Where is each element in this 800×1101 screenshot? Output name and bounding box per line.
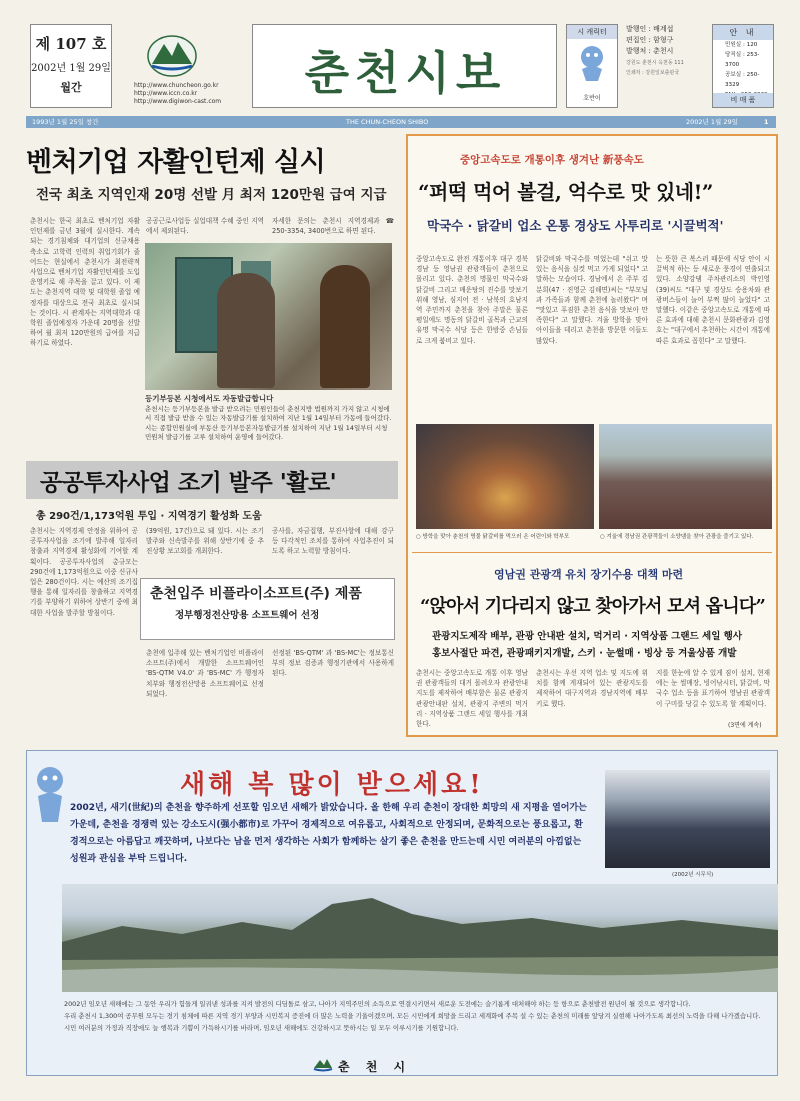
feature-body-col1: 중앙고속도로 완전 개통이후 대구 경북 경남 등 영남권 관광객들이 춘천으로 몰리고 있다. 춘천의 명물인 막국수와 닭갈비 그리고 매운탕의 진수를 맛보기 위해 영남, 심지어 전 · 남북의 호남지역 주민까지 춘천을 찾아 주말은 물론 평일에도 명동의 닭갈비 골목과 근교의 유명 막국수 식당 등은 한밤중 손님들로 크게 붐비고 있다.	[416, 255, 528, 345]
editor-line: 편집인 : 함형구	[626, 36, 674, 44]
tourists-photo	[599, 424, 772, 529]
article2-body-col3: 공사를, 자금집행, 부진사항에 대해 강구 등 다각적인 조치를 통하여 사업추진이 되도록 하고 노력할 방침이다.	[272, 527, 394, 556]
url-line[interactable]: http://www.iccn.co.kr	[134, 90, 198, 97]
mascot-box	[566, 24, 618, 108]
masthead-title-box	[252, 24, 557, 108]
feature2-subhead-line: 홍보사절단 파견, 관광패키지개발, 스키 · 눈썰매 · 빙상 등 겨울상품 개발	[432, 648, 737, 659]
url-line[interactable]: http://www.chuncheon.go.kr	[134, 82, 219, 89]
feature-divider	[412, 552, 772, 553]
guide-line: 당직실 : 253-3700	[725, 52, 760, 68]
strip-date: 2002년 1월 29일	[686, 118, 738, 126]
article1-body-col2: 공공근로사업등 실업대책 수혜 중인 지역에서 제외된다.	[146, 217, 264, 236]
greeting-note: 시민 여러분의 가정과 직장에도 늘 행복과 기쁨이 가득하시기를 바라며, 임오년 새해에도 건강하시고 뜻하시는 일 모두 이루시기를 기원합니다.	[64, 1024, 459, 1032]
publisher-org-line: 발행처 : 춘천시	[626, 47, 674, 55]
greeting-notes	[64, 998, 770, 1034]
mascot-icon	[34, 760, 66, 830]
url-line[interactable]: http://www.digiwon-cast.com	[134, 98, 222, 105]
article2-body-col2: (39억원, 17건)으로 돼 있다. 시는 조기발주와 신속발주를 위해 상반기에 중 추진상황 보고회를 개최한다.	[146, 527, 264, 556]
tourists-photo-caption: ○ 겨울에 경남권 관광객들이 소양댐을 찾아 관광을 즐기고 있다.	[600, 534, 754, 540]
article2-body-col1: 춘천시는 지역경제 안정을 위하여 공공투자사업을 조기에 발주해 일자리 창출과 지역경제 활성화에 기여할 계획이다. 공공투자사업의 총규모는 290건에 1,173억원으로 이중 신규사업은 280건이다. 시는 예산의 조기집행을 통해 일자리를 창출하고 지역경기를 부양하기 위하여 상반기 중에 최대한 사업을 발주할 방침이다.	[30, 527, 138, 617]
atm-photo-caption	[145, 394, 393, 443]
dining-photo-caption: ○ 방학을 맞아 춘천의 명물 닭갈비를 먹으러 온 어린이와 학부모	[416, 534, 570, 540]
feature2-body-col3: 지를 한눈에 알 수 있게 짐이 설치, 현재에는 눈 썰매장, 빙어낚시터, 닭갈비, 막국수 업소 등을 표기하여 영남권 관광객이 구미를 당길 수 있도록 할 계획이다.	[656, 669, 770, 708]
city-panorama-photo	[62, 884, 778, 992]
city-logo-icon	[312, 1056, 334, 1072]
ceremony-photo	[605, 770, 770, 868]
greeting-title: 새해 복 많이 받으세요!	[180, 770, 484, 800]
article3-body-col2: 선정된 'BS-QTM' 과 'BS-MC'는 정보통신부의 정보 검증과 행정기관에서 사용하게 된다.	[272, 649, 394, 678]
newspaper-title: 춘천시보	[304, 46, 507, 100]
footer-city-name: 춘 천 시	[338, 1060, 412, 1074]
article3-headline: 춘천입주 비플라이소프트(주) 제품	[150, 586, 362, 602]
printer: 인쇄처 : 강원일보출판국	[626, 70, 680, 76]
mountain-panorama	[62, 884, 778, 992]
family-dining-photo	[416, 424, 594, 529]
mascot-icon	[572, 39, 612, 85]
greeting-note: 2002년 임오년 새해에는 그 동안 우리가 힘들게 일궈낸 성과를 지켜 발전의 디딤돌로 삼고, 나아가 지역주민의 소득으로 연결시키면서 새로운 도전에는 슬기롭게 대처해야 하는 등 항으로 춘천발전 원년이 될 것으로 생각합니다.	[64, 1000, 691, 1008]
article1-body-col1: 춘천시는 한국 최초로 벤처기업 자활인턴제를 금년 3월에 실시한다. 계속되는 경기침체와 대기업의 신규채용 축소로 고학력 인력의 취업기회가 줄어드는 현실에서 춘천시가 최전략적 사업으로 벤처기업 자활인턴제를 도입 운영키로 해 주목을 끌고 있다. 이 제도는 춘천지역 대학 및 대학원 졸업 예정자를 대상으로 전국 최초로 실시되는 것이다. 시 관계자는 지역대학과 대학원 졸업예정자 가운데 20명을 선발하여 월 최저 120만원의 급여를 지급하기로 하였다.	[30, 217, 140, 348]
feature-body-col3: 는 뜻한 큰 복스러 때문에 식당 안이 시끌벅적 하는 등 새로운 풍경이 연출되고 있다. 소양강댐 주차관리소의 박인영(39)씨도 "대구 및 경상도 승용차와 관광버스들이 늘어 부쩍 많이 늘었다" 고 말했다. 이같은 중앙고속도로 개통에 따른 효과에 대해 춘천시 문화관광과 김영호는 "대구에서 추천하는 시간이 개통에 따른 효과로 꼽힌다" 고 말했다.	[656, 255, 770, 345]
feature-headline: “퍼떡 먹어 볼걸, 억수로 맛 있네!”	[418, 180, 713, 204]
english-title: THE CHUN-CHEON SHIBO	[346, 118, 429, 126]
atm-caption-text: 춘천시는 등기부등본을 발급 받으려는 민원인들이 춘천지방 법원까지 가지 않고 시청에서 직접 발급 받을 수 있는 자동발급기를 설치하여 지난 1월 14일부터 가동에 들어갔다. 시는 종합민원실에 부동산 등기부등본자동발급기를 설치하여 지난 1월 14일부터 시청민원처 발급기를 고루 설치하여 운영에 들어갔다.	[145, 404, 392, 441]
feature-body-col2: 닭갈비와 막국수를 먹었는데 "쉬고 맛 있는 음식을 실컷 먹고 가게 되었다" 고 말하는 모습이다. 경남에서 온 주부 김분희(47 · 진영군 김해면)씨는 "부모님과 가족들과 함께 춘천에 놀러왔다" 며 "맛있고 푸짐한 춘천 음식을 맛보아 만족한다" 고 말했다. 겨울 방학을 맞아 아이들을 데리고 춘천을 방문한 이들도 많았다.	[536, 255, 648, 345]
guide-title: 안 내	[713, 25, 773, 40]
publisher-line: 발행인 : 배계섭	[626, 25, 674, 33]
ceremony-photo-caption: (2002년 시무식)	[672, 872, 714, 878]
atm-caption-title: 등기부등본 시청에서도 자동발급합니다	[145, 394, 274, 403]
greeting-note: 우리 춘천시 1,300여 공무원 모두는 경기 침체에 따른 지역 경기 부양과 시민복지 증진에 더 많은 노력을 기울이겠으며, 모든 시민에게 희망을 드리고 세계화에 주목 설 수 있는 춘천의 미래를 앞당겨 실현해 나아가도록 최선의 노력을 다해 나가겠습니다.	[64, 1012, 761, 1020]
publisher-info	[622, 24, 704, 108]
feature2-subhead	[432, 628, 742, 662]
mascot-name: 호반이	[583, 95, 601, 102]
address: 강원도 춘천시 옥천동 111	[626, 60, 684, 66]
not-for-sale-label: 비 매 품	[713, 93, 773, 107]
feature2-kicker: 영남권 관광객 유치 장기수용 대책 마련	[494, 568, 684, 581]
website-urls	[134, 82, 221, 106]
guide-line: 민원실 : 120	[725, 42, 758, 48]
article1-subhead: 전국 최초 지역인재 20명 선발 月 최저 120만원 급여 지급	[36, 187, 387, 203]
feature2-body-col1: 춘천시는 중앙고속도로 개통 이후 영남권 관광객들의 대거 몰려오자 관광안내지도를 제작하여 배부함은 물론 관광지 관광안내판 설치, 관광지 주변의 먹거리 · 지역상품 그랜드 세일 행사를 개최한다.	[416, 669, 528, 729]
feature2-subhead-line: 관광지도제작 배부, 관광 안내판 설치, 먹거리 · 지역상품 그랜드 세일 행사	[432, 631, 743, 642]
feature-subhead: 막국수 · 닭갈비 업소 온통 경상도 사투리로 '시끌벅적'	[427, 218, 724, 233]
page-number: 1	[764, 118, 769, 126]
mountain-logo-icon	[120, 24, 238, 84]
article2-subhead: 총 290건/1,173억원 투입 · 지역경기 활성화 도움	[36, 511, 262, 522]
date-strip	[26, 116, 776, 128]
continued-note: (3면에 계속)	[728, 722, 762, 729]
guide-line: 공보실 : 250-3329	[725, 72, 760, 88]
atm-photo	[145, 243, 392, 390]
article1-headline: 벤처기업 자활인턴제 실시	[26, 147, 326, 178]
issue-date: 2002년 1월 29일	[31, 63, 111, 74]
feature2-body-col2: 춘천시는 우선 지역 업소 및 지도에 위치를 함께 게재되어 있는 관광지도를 제작하여 대구지역과 경남지역에 배부키로 했다.	[536, 669, 648, 708]
article1-body-col3: 자세한 문의는 춘천시 지역경제과 ☎ 250-3354, 3400번으로 하면 된다.	[272, 217, 394, 236]
article2-headline: 공공투자사업 조기 발주 '활로'	[40, 470, 337, 496]
mascot-label: 시 캐릭터	[567, 25, 617, 39]
article3-subhead: 정부행정전산망용 소프트웨어 선정	[175, 610, 320, 621]
founding-date: 1993년 1월 25일 창간	[32, 118, 99, 126]
contact-guide	[712, 24, 774, 108]
issue-number: 제 107 호	[35, 35, 107, 53]
article3-body-col1: 춘천에 입주해 있는 벤처기업인 비플라이소프트(주)에서 개발한 소프트웨어인 'BS-QTM V4.0' 과 'BS-MC' 가 행정자치부와 행정전산망용 소프트웨어로 선정되었다.	[146, 649, 264, 698]
feature2-headline: “앉아서 기다리지 않고 찾아가서 모셔 옵니다”	[420, 596, 766, 617]
issue-frequency: 월간	[60, 81, 82, 94]
feature-kicker: 중앙고속도로 개통이후 생겨난 新풍속도	[460, 154, 644, 166]
greeting-message: 2002년, 새기(世紀)의 춘천을 향주하게 선포할 임오년 새해가 밝았습니다. 올 한해 우리 춘천이 장대한 희망의 새 지평을 열어가는 가운데, 춘천을 경쟁력 있는 강소도시(强小都市)로 가꾸어 경제적으로 여유롭고, 사회적으로 안정되며, 문화적으로는 풍요롭고, 환경적으로는 아름답고 깨끗하며, 나보다는 남을 먼저 생각하는 사회가 함께하는 살기 좋은 춘천을 만드는데 시민 여러분의 아낌없는 성원과 관심을 부탁 드립니다.	[70, 803, 587, 864]
issue-box	[30, 24, 112, 108]
